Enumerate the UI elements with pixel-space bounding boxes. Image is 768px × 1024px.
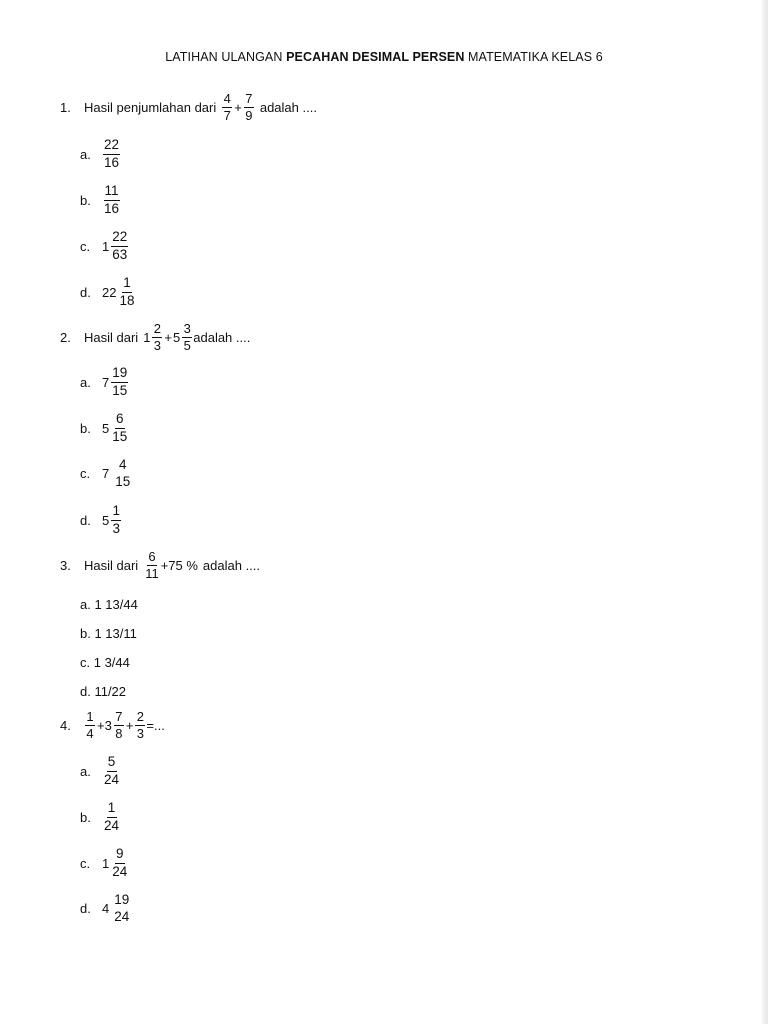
question-tail: =... bbox=[146, 718, 165, 734]
option-letter: b. bbox=[80, 192, 91, 208]
numerator: 1 bbox=[85, 710, 95, 726]
denominator: 8 bbox=[115, 726, 123, 742]
numerator: 5 bbox=[107, 755, 117, 772]
question-text: Hasil dari bbox=[84, 558, 139, 574]
fraction bbox=[152, 322, 162, 354]
fraction bbox=[111, 847, 128, 880]
question-number: 4. bbox=[60, 718, 71, 734]
option-3a[interactable]: a. 1 13/44 bbox=[80, 597, 138, 612]
option-3d[interactable]: d. 11/22 bbox=[80, 684, 127, 699]
question-text: Hasil penjumlahan dari bbox=[84, 100, 217, 116]
numerator: 4 bbox=[118, 457, 127, 472]
numerator: 7 bbox=[244, 92, 254, 108]
fraction bbox=[111, 366, 128, 399]
fraction bbox=[111, 412, 128, 445]
whole-number: 1 bbox=[102, 855, 110, 871]
fraction bbox=[135, 710, 145, 742]
operator: + bbox=[234, 100, 242, 116]
denominator: 15 bbox=[115, 473, 131, 489]
numerator: 3 bbox=[182, 322, 192, 338]
numerator: 22 bbox=[111, 230, 128, 247]
numerator: 11 bbox=[104, 184, 120, 201]
page-title bbox=[0, 50, 768, 64]
fraction bbox=[103, 801, 120, 834]
denominator: 63 bbox=[112, 246, 128, 262]
title-part-1: LATIHAN ULANGAN bbox=[165, 50, 287, 64]
numerator: 22 bbox=[103, 138, 120, 155]
option-letter: d. bbox=[80, 512, 91, 528]
denominator: 4 bbox=[86, 726, 94, 742]
fraction bbox=[182, 322, 192, 354]
numerator: 9 bbox=[115, 847, 125, 864]
numerator: 1 bbox=[122, 276, 132, 293]
option-letter: a. bbox=[80, 146, 91, 162]
fraction bbox=[111, 504, 121, 537]
title-part-2: PECAHAN DESIMAL PERSEN bbox=[286, 50, 465, 64]
numerator: 6 bbox=[147, 550, 157, 566]
option-1d[interactable] bbox=[80, 276, 137, 309]
denominator: 16 bbox=[104, 200, 120, 216]
whole-number: 4 bbox=[102, 901, 110, 917]
question-2 bbox=[60, 322, 250, 354]
question-4 bbox=[60, 710, 165, 742]
option-3c[interactable]: c. 1 3/44 bbox=[80, 655, 130, 670]
option-1c[interactable] bbox=[80, 230, 129, 263]
option-letter: c. bbox=[80, 466, 91, 482]
page-edge bbox=[762, 0, 768, 1024]
option-letter: c. bbox=[80, 855, 91, 871]
whole-number: 5 bbox=[173, 330, 181, 346]
option-letter: b. bbox=[80, 809, 91, 825]
numerator: 19 bbox=[114, 892, 130, 907]
option-letter: d. bbox=[80, 901, 91, 917]
option-4c[interactable] bbox=[80, 847, 129, 880]
numerator: 7 bbox=[114, 710, 124, 726]
question-tail: adalah .... bbox=[259, 100, 317, 116]
denominator: 15 bbox=[112, 382, 128, 398]
denominator: 24 bbox=[104, 817, 120, 833]
option-letter: a. bbox=[80, 374, 91, 390]
option-2c[interactable] bbox=[80, 458, 132, 490]
fraction bbox=[85, 710, 95, 742]
numerator: 1 bbox=[107, 801, 117, 818]
whole-number: 5 bbox=[102, 512, 110, 528]
denominator: 3 bbox=[153, 338, 162, 354]
title-part-3: MATEMATIKA KELAS 6 bbox=[464, 50, 603, 64]
fraction bbox=[103, 755, 120, 788]
option-4a[interactable] bbox=[80, 755, 121, 788]
denominator: 11 bbox=[145, 566, 159, 582]
numerator: 4 bbox=[222, 92, 232, 108]
question-tail: adalah .... bbox=[193, 330, 251, 346]
option-4d[interactable] bbox=[80, 893, 131, 925]
whole-number: 7 bbox=[102, 466, 110, 482]
fraction bbox=[103, 184, 120, 217]
question-number: 1. bbox=[60, 100, 71, 116]
fraction bbox=[113, 893, 130, 925]
option-2a[interactable] bbox=[80, 366, 129, 399]
denominator: 16 bbox=[104, 154, 120, 170]
fraction bbox=[103, 138, 120, 171]
option-1a[interactable] bbox=[80, 138, 121, 171]
whole-number: 22 bbox=[102, 284, 117, 300]
numerator: 2 bbox=[152, 322, 162, 338]
option-2b[interactable] bbox=[80, 412, 129, 445]
question-text: Hasil dari bbox=[84, 330, 139, 346]
operator: + bbox=[164, 330, 173, 346]
denominator: 7 bbox=[223, 108, 231, 124]
numerator: 2 bbox=[135, 710, 145, 726]
expression: +75 % bbox=[160, 558, 198, 574]
fraction bbox=[111, 230, 128, 263]
denominator: 18 bbox=[119, 292, 135, 308]
fraction bbox=[118, 276, 135, 309]
option-letter: a. bbox=[80, 763, 91, 779]
option-letter: b. bbox=[80, 420, 91, 436]
numerator: 1 bbox=[111, 504, 121, 521]
whole-number: 1 bbox=[143, 330, 151, 346]
denominator: 24 bbox=[114, 908, 130, 924]
option-1b[interactable] bbox=[80, 184, 121, 217]
option-letter: c. bbox=[80, 238, 91, 254]
whole-number: 1 bbox=[102, 238, 110, 254]
operator: + bbox=[125, 718, 134, 734]
fraction bbox=[144, 550, 160, 582]
option-4b[interactable] bbox=[80, 801, 121, 834]
numerator: 19 bbox=[111, 366, 128, 383]
denominator: 15 bbox=[112, 428, 128, 444]
denominator: 3 bbox=[112, 520, 120, 536]
fraction bbox=[244, 92, 254, 124]
operator: +3 bbox=[97, 718, 112, 734]
denominator: 24 bbox=[104, 771, 120, 787]
option-2d[interactable] bbox=[80, 504, 122, 537]
fraction bbox=[114, 710, 124, 742]
denominator: 24 bbox=[112, 863, 128, 879]
question-number: 3. bbox=[60, 558, 71, 574]
question-1 bbox=[60, 92, 317, 124]
whole-number: 5 bbox=[102, 420, 110, 436]
question-3 bbox=[60, 550, 260, 582]
option-letter: d. bbox=[80, 284, 91, 300]
denominator: 5 bbox=[183, 338, 191, 354]
question-number: 2. bbox=[60, 330, 71, 346]
denominator: 9 bbox=[245, 108, 253, 124]
fraction bbox=[114, 458, 131, 490]
denominator: 3 bbox=[136, 726, 145, 742]
whole-number: 7 bbox=[102, 374, 110, 390]
fraction bbox=[222, 92, 232, 124]
option-3b[interactable]: b. 1 13/11 bbox=[80, 626, 137, 641]
numerator: 6 bbox=[115, 412, 125, 429]
question-tail: adalah .... bbox=[202, 558, 261, 574]
